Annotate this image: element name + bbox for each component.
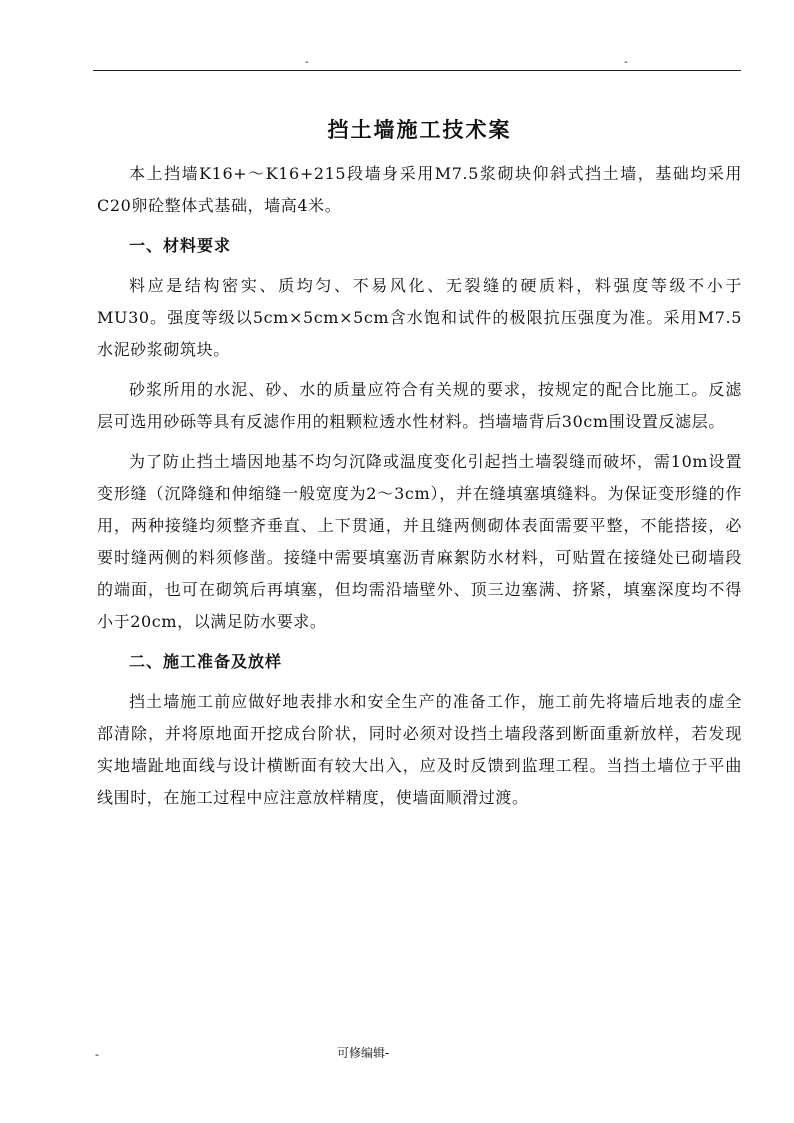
paragraph: 挡土墙施工前应做好地表排水和安全生产的准备工作，施工前先将墙后地表的虚全部清除，并将原地面开挖成台阶状，同时必须对设挡土墙段落到断面重新放样，若发现实地墙趾地面线与设计横断面有较大出入，应及时反馈到监理工程。当挡土墙位于平曲线围时，在施工过程中应注意放样精度，使墙面顺滑过渡。 bbox=[97, 692, 742, 807]
footer-text: 可修编辑- bbox=[337, 1046, 390, 1060]
paragraph: 料应是结构密实、质均匀、不易风化、无裂缝的硬质料，料强度等级不小于MU30。强度等级以5cm×5cm×5cm含水饱和试件的极限抗压强度为准。采用M7.5水泥砂浆砌筑块。 bbox=[97, 276, 742, 359]
intro-paragraph: 本上挡墙K16+～K16+215段墙身采用M7.5浆砌块仰斜式挡土墙，基础均采用C20卵砼整体式基础，墙高4米。 bbox=[97, 164, 742, 215]
paragraph: 砂浆所用的水泥、砂、水的质量应符合有关规的要求，按规定的配合比施工。反滤层可选用砂砾等具有反滤作用的粗颗粒透水性材料。挡墙墙背后30cm围设置反滤层。 bbox=[97, 380, 742, 431]
header-right-mark: - bbox=[624, 57, 628, 68]
paragraph: 为了防止挡土墙因地基不均匀沉降或温度变化引起挡土墙裂缝而破坏，需10m设置变形缝（沉降缝和伸缩缝一般宽度为2～3cm），并在缝填塞填缝料。为保证变形缝的作用，两种接缝均须整齐垂直、上下贯通，并且缝两侧砌体表面需要平整，不能搭接，必要时缝两侧的料须修凿。接缝中需要填塞沥青麻絮防水材料，可贴置在接缝处已砌墙段的端面，也可在砌筑后再填塞，但均需沿墙壁外、顶三边塞满、挤紧，填塞深度均不得小于20cm，以满足防水要求。 bbox=[97, 452, 742, 631]
document-title: 挡土墙施工技术案 bbox=[327, 117, 512, 142]
document-body bbox=[97, 112, 742, 822]
footer-left-mark: - bbox=[95, 1048, 99, 1061]
section-heading-materials: 一、材料要求 bbox=[129, 236, 232, 255]
header-left-mark: - bbox=[305, 57, 309, 68]
header-rule bbox=[93, 70, 741, 71]
section-heading-preparation: 二、施工准备及放样 bbox=[129, 652, 283, 671]
